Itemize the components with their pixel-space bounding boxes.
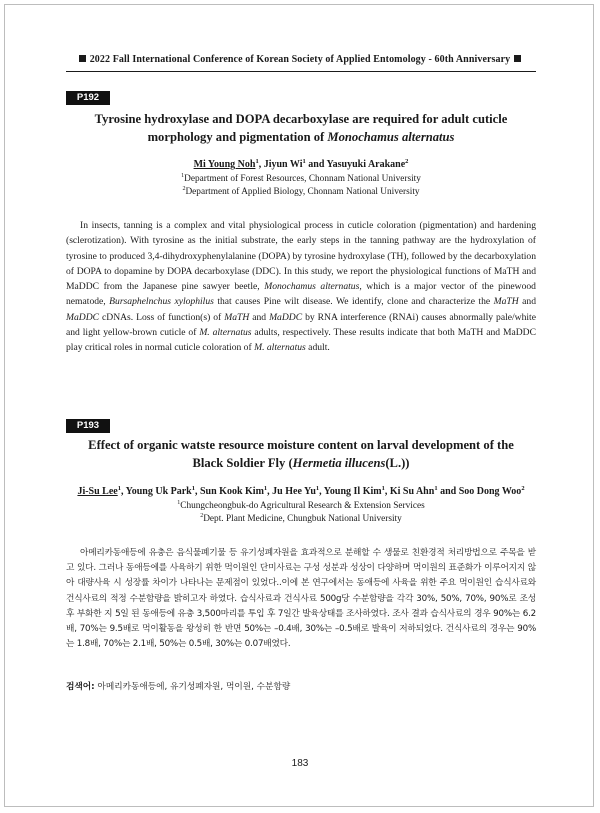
affiliation-text: Dept. Plant Medicine, Chungbuk National University <box>203 513 402 524</box>
abstract-text-korean: 아메리카동애등에 유충은 음식물폐기물 등 유기성폐자원을 효과적으로 분해할 수 생물로 친환경적 처리방법으로 주목을 받고 있다. 그러나 동애등에를 사육하기 위한 먹이원인 단미사료는 구성 성분과 성상이 다양하며 먹이원의 표준화가 이루어지지 않아 대량사육 시 성장률 차이가 나타나는 문제점이 있었다..이에 본 연구에서는 동애등에 사육을 위한 주요 먹이원인 습식사료와 건식사료의 적정 수분함량을 밝히고자 하였다. 습식사료과 건식사료 500g당 수분함량을 각각 30%, 50%, 70%, 90%로 조성 후 부화한 지 5일 된 동애등에 유충 3,500마리를 투입 후 7일간 발육상태를 조사하였다. 조사 결과 습식사료의 경우 90%는 6.2배, 70%는 9.5배로 먹이활동을 왕성히 한 반면 50%는 –0.4배, 30%는 –0.5배로 발육이 저하되었다. 건식사료의 경우는 90%는 1.8배, 70%는 2.1배, 50%는 0.5배, 30%는 0.07배였다. <box>66 548 536 650</box>
author-sep: and <box>305 159 327 170</box>
title-line: Black Soldier Fly ( <box>192 456 293 470</box>
author-name: Mi Young Noh <box>193 159 256 170</box>
affiliation-line <box>66 500 536 513</box>
affiliation-text: Department of Forest Resources, Chonnam National University <box>184 174 421 184</box>
abstract-segment: cDNAs. Loss of function(s) of <box>99 311 225 323</box>
author-sup: 1 <box>315 485 320 492</box>
author-sep: and <box>437 486 459 497</box>
author-sup: 1 <box>434 485 438 492</box>
author-sup: 2 <box>405 158 409 165</box>
affiliation-sup: 2 <box>200 512 204 519</box>
author-name: Soo Dong Woo <box>458 486 522 497</box>
abstract-italic: MaDDC <box>269 311 303 323</box>
author-sep: , <box>267 486 273 497</box>
affiliation-sup: 2 <box>182 185 186 192</box>
abstract-italic: M. alternatus <box>254 342 306 354</box>
author-sup: 1 <box>117 485 121 492</box>
abstract-italic: MaTH <box>224 311 250 323</box>
paper-title <box>66 436 536 472</box>
author-sep: , <box>195 486 200 497</box>
title-species: Hermetia illucens <box>292 456 386 470</box>
author-name: Ji-Su Lee <box>77 486 118 497</box>
affiliation-text: Chungcheongbuk-do Agricultural Research & Extension Services <box>180 501 425 511</box>
keywords <box>66 681 536 694</box>
author-name: Ki Su Ahn <box>389 486 435 497</box>
keywords-text: 아메리카동애등에, 유기성폐자원, 먹이원, 수분함량 <box>97 682 291 692</box>
abstract-segment: by RNA interference (RNAi) causes abnormally pale/white and light yellow-brown cuticle of <box>66 311 536 339</box>
abstract-segment: and <box>518 296 536 308</box>
affiliation-line <box>66 173 536 186</box>
author-sep: , <box>319 486 324 497</box>
square-bullet-icon <box>514 55 521 62</box>
paper-title <box>66 110 536 146</box>
abstract-italic: MaDDC <box>66 311 100 323</box>
abstract-segment: adults, respectively. These results indicate that both MaTH and MaDDC play critical roles in normal cuticle coloration of <box>66 327 536 354</box>
title-line: (L.)) <box>385 456 410 470</box>
author-name: Ju Hee Yu <box>272 486 316 497</box>
author-list <box>66 158 536 171</box>
abstract-text <box>66 218 536 356</box>
title-line: morphology and pigmentation of <box>147 130 328 144</box>
square-bullet-icon <box>79 55 86 62</box>
author-sup: 1 <box>191 485 195 492</box>
affiliation-sup: 1 <box>181 173 185 179</box>
author-sep: , <box>384 486 390 497</box>
affiliation-line <box>66 513 536 526</box>
affiliations <box>66 173 536 198</box>
keywords-label: 검색어: <box>66 682 95 692</box>
affiliation-sup: 1 <box>177 500 181 506</box>
abstract-segment: adult. <box>305 342 330 354</box>
affiliation-text: Department of Applied Biology, Chonnam National University <box>185 186 420 197</box>
author-sup: 1 <box>302 158 306 165</box>
conference-header <box>0 54 600 65</box>
author-sep: , <box>120 486 126 497</box>
abstract-segment: and <box>249 311 270 323</box>
author-sup: 1 <box>263 485 268 492</box>
abstract-segment: that causes Pine wilt disease. We identify, clone and characterize the <box>213 296 494 308</box>
affiliation-line <box>66 186 536 199</box>
author-sup: 1 <box>381 485 385 492</box>
conference-header-text: 2022 Fall International Conference of Korean Society of Applied Entomology - 60th Anniversary <box>89 54 511 65</box>
author-name: Young Uk Park <box>125 486 192 497</box>
author-list <box>66 485 536 498</box>
abstract-italic: Bursaphelnchus xylophilus <box>109 296 214 308</box>
title-species: Monochamus alternatus <box>327 130 455 144</box>
affiliations <box>66 500 536 525</box>
abstract-italic: MaTH <box>493 296 519 308</box>
header-rule <box>66 71 536 72</box>
author-sup: 2 <box>521 485 525 492</box>
paper-id-badge: P193 <box>66 419 110 433</box>
title-line: Tyrosine hydroxylase and DOPA decarboxylase are required for adult cuticle <box>94 112 508 126</box>
author-name: Young Il Kim <box>323 486 382 497</box>
page-number: 183 <box>291 758 309 769</box>
paper-id-badge: P192 <box>66 91 110 105</box>
abstract-segment: In insects, tanning is a complex and vital physiological process in cuticle coloration (pigmentation) and hardening (sclerotization). With tyrosine as the initial substrate, the early steps in the tanning pathway are the hydroxylation of tyrosine to produced 3,4-dihydroxyphenylalanine (DOPA) by tyrosine hydroxylase (TH), followed by the decarboxylation of DOPA to dopamine by DOPA decarboxylase (DDC). In this study, we report the physiological functions of MaTH and MaDDC from the Japanese pine sawyer beetle, <box>66 220 536 293</box>
author-sep: , <box>258 159 264 170</box>
author-name: Yasuyuki Arakane <box>326 159 406 170</box>
abstract-italic: Monochamus alternatus <box>264 281 360 293</box>
author-name: Jiyun Wi <box>263 159 303 170</box>
author-sup: 1 <box>255 158 259 165</box>
abstract-segment: , which is a major vector of the pinewood nematode, <box>66 281 536 308</box>
title-line: Effect of organic watste resource moisture content on larval development of the <box>88 438 514 452</box>
author-name: Sun Kook Kim <box>200 486 264 497</box>
abstract-italic: M. alternatus <box>199 327 252 339</box>
